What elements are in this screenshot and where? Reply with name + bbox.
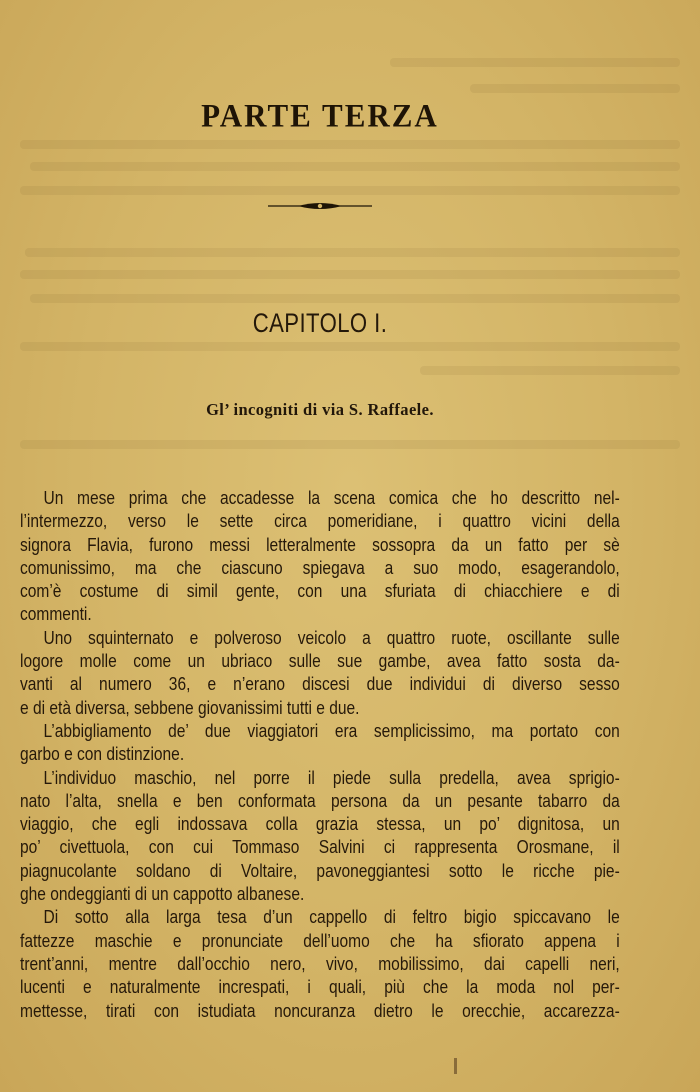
text-line: Un mese prima che accadesse la scena comica che ho descritto nel- [43, 487, 620, 508]
bleed-through-line [20, 440, 680, 449]
bleed-through-line [20, 270, 680, 279]
chapter-body [20, 486, 680, 1022]
text-line: vanti al numero 36, e n’erano discesi due individui di diverso sesso [20, 673, 620, 695]
text-line: nato l’alta, snella e ben conformata persona da un pesante tabarro da [20, 789, 620, 811]
text-line: viaggio, che egli indossava colla grazia stessa, un po’ dignitosa, un [20, 813, 620, 835]
bleed-through-line [20, 186, 680, 195]
text-line: Uno squinternato e polveroso veicolo a quattro ruote, oscillante sulle [43, 626, 620, 648]
chapter-title: CAPITOLO I. [252, 308, 388, 338]
text-line: po’ civettuola, con cui Tommaso Salvini ci rappresenta Orosmane, il [20, 836, 620, 858]
ornament-divider-icon [268, 200, 372, 212]
text-line: L’individuo maschio, nel porre il piede sulla predella, avea sprigio- [43, 766, 620, 788]
chapter-subtitle: Gl’ incogniti di via S. Raffaele. [206, 400, 434, 419]
text-line: Di sotto alla larga tesa d’un cappello di feltro bigio spiccavano le [43, 906, 620, 928]
text-line: e di età diversa, sebbene giovanissimi tutti e due. [20, 696, 360, 718]
bleed-through-line [30, 294, 680, 303]
ink-smudge [454, 1058, 457, 1074]
bleed-through-line [25, 248, 680, 257]
text-line: logore molle come un ubriaco sulle sue gambe, avea fatto sosta da- [20, 650, 620, 672]
text-line: piagnucolante soldano di Voltaire, pavoneggiantesi sotto le ricche pie- [20, 859, 620, 881]
text-line: signora Flavia, furono messi letteralmente sossopra da un fatto per sè [20, 533, 620, 555]
text-line: l’intermezzo, verso le sette circa pomeridiane, i quattro vicini della [20, 510, 620, 532]
text-line: L’abbigliamento de’ due viaggiatori era semplicissimo, ma portato con [43, 719, 620, 741]
bleed-through-line [390, 58, 680, 67]
bleed-through-line [20, 140, 680, 149]
bleed-through-line [30, 162, 680, 171]
bleed-through-line [470, 84, 680, 93]
text-line: ghe ondeggianti di un cappotto albanese. [20, 883, 305, 905]
text-line: com’è costume di simil gente, con una sfuriata di chiacchiere e di [20, 580, 620, 602]
text-line: fattezze maschie e pronunciate dell’uomo che ha sfiorato appena i [20, 929, 620, 951]
text-line: comunissimo, ma che ciascuno spiegava a suo modo, esagerandolo, [20, 556, 620, 578]
bleed-through-line [420, 366, 680, 375]
text-line: trent’anni, mentre dall’occhio nero, vivo, mobilissimo, dai capelli neri, [20, 952, 620, 974]
text-line: mettesse, tirati con istudiata noncuranza dietro le orecchie, accarezza- [20, 999, 620, 1021]
text-line: lucenti e naturalmente increspati, i quali, più che la moda nol per- [20, 976, 620, 998]
part-title: PARTE TERZA [201, 97, 439, 134]
text-line: commenti. [20, 603, 92, 625]
bleed-through-line [20, 342, 680, 351]
text-line: garbo e con distinzione. [20, 743, 185, 765]
